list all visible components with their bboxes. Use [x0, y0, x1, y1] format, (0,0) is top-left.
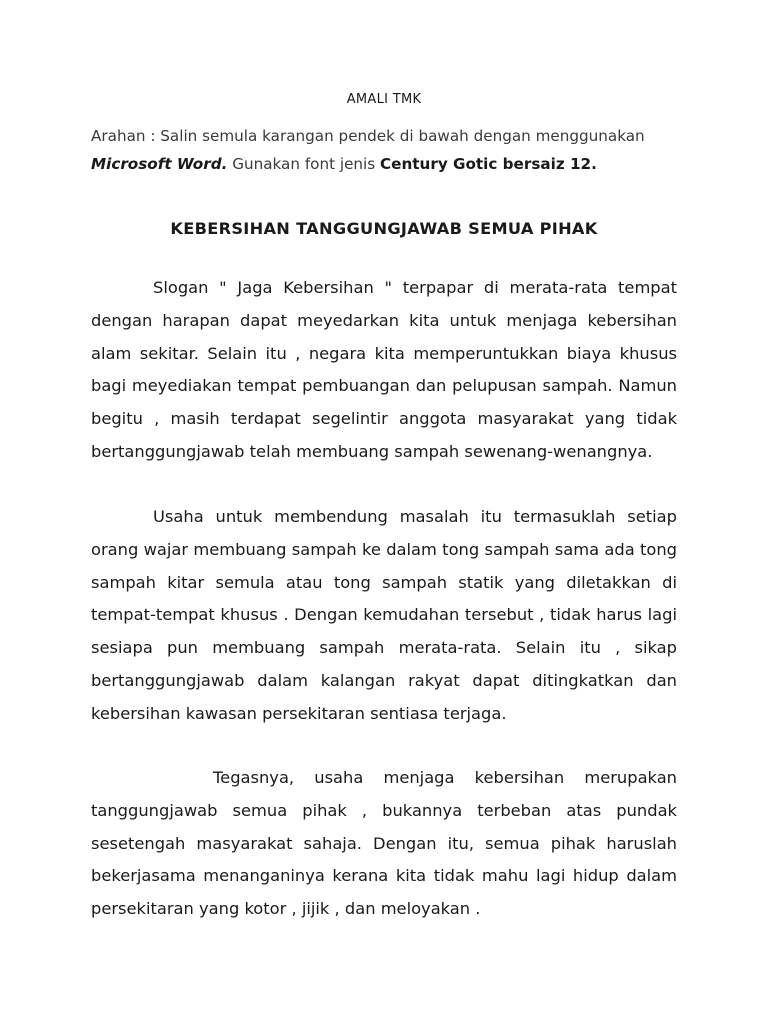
essay-paragraph-1: Slogan " Jaga Kebersihan " terpapar di merata-rata tempat dengan harapan dapat meyedarkan kita untuk menjaga kebersihan alam sekitar. Selain itu , negara kita memperuntukkan biaya khusus bagi meyediakan tempat pembuangan dan pelupusan sampah. Namun begitu , masih terdapat segelintir anggota masyarakat yang tidak bertanggungjawab telah membuang sampah sewenang-wenangnya.: [91, 278, 677, 461]
essay-paragraph-2: Usaha untuk membendung masalah itu termasuklah setiap orang wajar membuang sampah ke dalam tong sampah sama ada tong sampah kitar semula atau tong sampah statik yang diletakkan di tempat-tempat khusus . Dengan kemudahan tersebut , tidak harus lagi sesiapa pun membuang sampah merata-rata. Selain itu , sikap bertanggungjawab dalam kalangan rakyat dapat ditingkatkan dan kebersihan kawasan persekitaran sentiasa terjaga.: [91, 507, 677, 723]
instruction-middle: Gunakan font jenis: [227, 155, 381, 173]
ms-word-label: Microsoft Word.: [91, 155, 228, 173]
instruction-line: Arahan : Salin semula karangan pendek di bawah dengan menggunakan: [91, 127, 645, 145]
essay-title: KEBERSIHAN TANGGUNGJAWAB SEMUA PIHAK: [170, 219, 598, 238]
font-spec-label: Century Gotic bersaiz 12.: [380, 155, 597, 173]
instruction-text: [91, 122, 677, 178]
essay-paragraph-3: Tegasnya, usaha menjaga kebersihan merupakan tanggungjawab semua pihak , bukannya terbeban atas pundak sesetengah masyarakat sahaja. Dengan itu, semua pihak haruslah bekerjasama menanganinya kerana kita tidak mahu lagi hidup dalam persekitaran yang kotor , jijik , dan meloyakan .: [91, 768, 677, 919]
document-header: AMALI TMK: [346, 92, 422, 107]
